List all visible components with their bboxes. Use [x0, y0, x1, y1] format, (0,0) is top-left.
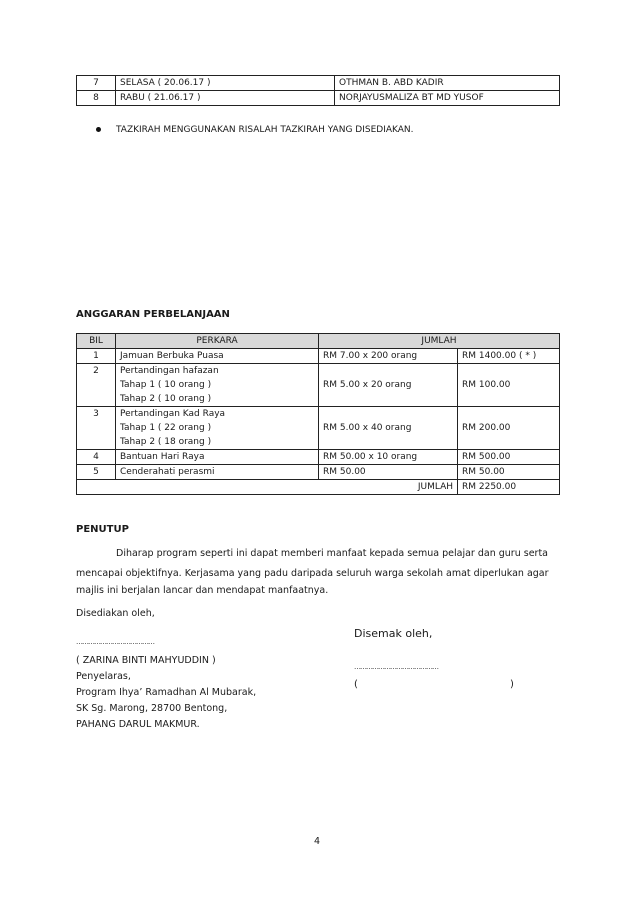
checked-open-bracket: (	[354, 679, 358, 690]
table-row	[77, 91, 560, 106]
row-amount: RM 200.00	[458, 407, 560, 450]
header-jumlah: JUMLAH	[319, 334, 560, 349]
row-perkara	[116, 407, 319, 450]
prepared-address: PAHANG DARUL MAKMUR.	[76, 719, 200, 730]
row-calc: RM 50.00 x 10 orang	[319, 450, 458, 465]
perkara-line: Tahap 2 ( 10 orang )	[120, 394, 212, 404]
prepared-label: Disediakan oleh,	[76, 608, 155, 619]
row-bil: 2	[77, 364, 116, 407]
row-calc: RM 5.00 x 40 orang	[319, 407, 458, 450]
prepared-program: Program Ihya’ Ramadhan Al Mubarak,	[76, 687, 257, 698]
table-row	[77, 450, 560, 465]
closing-line: Diharap program seperti ini dapat memberi manfaat kepada semua pelajar dan guru serta	[116, 548, 548, 559]
table-header-row	[77, 334, 560, 349]
prepared-role: Penyelaras,	[76, 671, 131, 682]
budget-table	[76, 333, 560, 495]
row-calc: RM 50.00	[319, 465, 458, 480]
schedule-table	[76, 75, 560, 106]
signature-dots: …………………………………	[76, 638, 154, 646]
table-row	[77, 364, 560, 407]
row-name: NORJAYUSMALIZA BT MD YUSOF	[335, 91, 560, 106]
perkara-line: Tahap 1 ( 10 orang )	[120, 380, 212, 390]
row-day: RABU ( 21.06.17 )	[116, 91, 335, 106]
row-day: SELASA ( 20.06.17 )	[116, 76, 335, 91]
header-bil: BIL	[77, 334, 116, 349]
row-name: OTHMAN B. ABD KADIR	[335, 76, 560, 91]
bullet-icon	[96, 127, 101, 132]
perkara-line: Pertandingan Kad Raya	[120, 409, 226, 419]
row-bil: 3	[77, 407, 116, 450]
table-row	[77, 407, 560, 450]
row-perkara: Bantuan Hari Raya	[116, 450, 319, 465]
perkara-line: Pertandingan hafazan	[120, 366, 219, 376]
perkara-line: Tahap 2 ( 18 orang )	[120, 437, 212, 447]
table-row	[77, 465, 560, 480]
signature-dots: ……………………………………	[354, 663, 438, 671]
row-perkara	[116, 364, 319, 407]
row-amount: RM 50.00	[458, 465, 560, 480]
checked-close-bracket: )	[510, 679, 514, 690]
budget-heading: ANGGARAN PERBELANJAAN	[76, 309, 230, 320]
header-perkara: PERKARA	[116, 334, 319, 349]
row-bil: 1	[77, 349, 116, 364]
closing-heading: PENUTUP	[76, 524, 129, 535]
row-amount: RM 1400.00 ( * )	[458, 349, 560, 364]
closing-line: mencapai objektifnya. Kerjasama yang padu daripada seluruh warga sekolah amat diperlukan agar	[76, 568, 549, 579]
total-label: JUMLAH	[77, 480, 458, 495]
row-amount: RM 100.00	[458, 364, 560, 407]
row-bil: 4	[77, 450, 116, 465]
total-amount: RM 2250.00	[458, 480, 560, 495]
table-row	[77, 349, 560, 364]
row-calc: RM 5.00 x 20 orang	[319, 364, 458, 407]
prepared-address: SK Sg. Marong, 28700 Bentong,	[76, 703, 228, 714]
total-row	[77, 480, 560, 495]
table-row	[77, 76, 560, 91]
row-calc: RM 7.00 x 200 orang	[319, 349, 458, 364]
row-number: 8	[77, 91, 116, 106]
perkara-line: Tahap 1 ( 22 orang )	[120, 423, 212, 433]
checked-label: Disemak oleh,	[354, 627, 433, 640]
row-perkara: Cenderahati perasmi	[116, 465, 319, 480]
row-number: 7	[77, 76, 116, 91]
page-number: 4	[314, 836, 321, 847]
row-bil: 5	[77, 465, 116, 480]
row-amount: RM 500.00	[458, 450, 560, 465]
prepared-name: ( ZARINA BINTI MAHYUDDIN )	[76, 655, 216, 666]
row-perkara: Jamuan Berbuka Puasa	[116, 349, 319, 364]
closing-line: majlis ini berjalan lancar dan mendapat manfaatnya.	[76, 585, 329, 596]
bullet-note: TAZKIRAH MENGGUNAKAN RISALAH TAZKIRAH YANG DISEDIAKAN.	[116, 125, 414, 135]
